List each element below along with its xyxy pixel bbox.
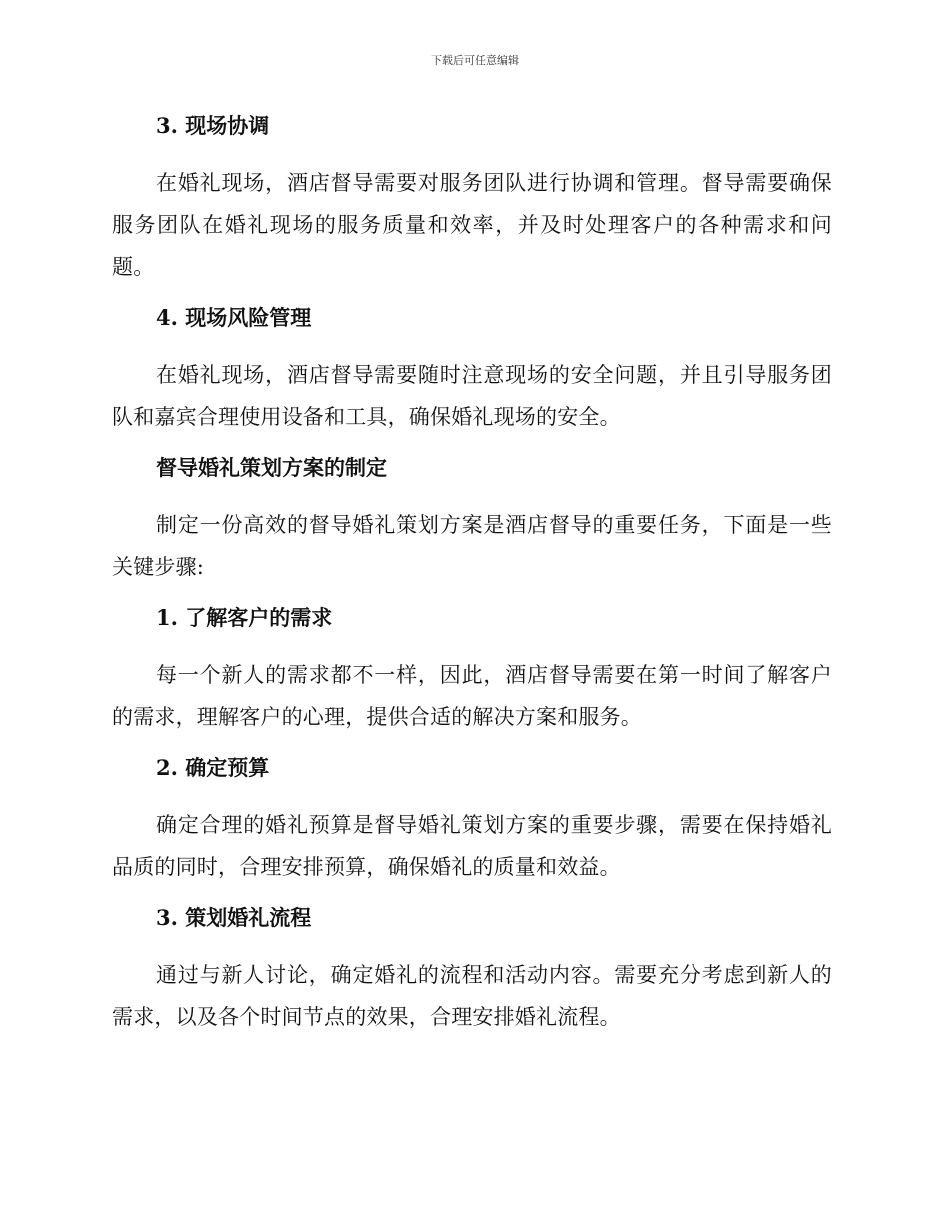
section-heading-budget: 2. 确定预算 [156,755,270,780]
paragraph-budget: 确定合理的婚礼预算是督导婚礼策划方案的重要步骤，需要在保持婚礼品质的同时，合理安排预算，确保婚礼的质量和效益。 [112,813,832,879]
paragraph-onsite-risk-management: 在婚礼现场，酒店督导需要随时注意现场的安全问题，并且引导服务团队和嘉宾合理使用设备和工具，确保婚礼现场的安全。 [112,363,832,429]
paragraph-understand-needs: 每一个新人的需求都不一样，因此，酒店督导需要在第一时间了解客户的需求，理解客户的心理，提供合适的解决方案和服务。 [112,663,832,729]
section-heading-plan-formulation: 督导婚礼策划方案的制定 [156,455,387,480]
section-heading-onsite-risk-management: 4. 现场风险管理 [156,305,312,330]
document-body [112,108,832,1050]
section-heading-understand-needs: 1. 了解客户的需求 [156,605,333,630]
paragraph-wedding-flow: 通过与新人讨论，确定婚礼的流程和活动内容。需要充分考虑到新人的需求，以及各个时间节点的效果，合理安排婚礼流程。 [112,963,832,1029]
paragraph-onsite-coordination: 在婚礼现场，酒店督导需要对服务团队进行协调和管理。督导需要确保服务团队在婚礼现场的服务质量和效率，并及时处理客户的各种需求和问题。 [112,171,832,279]
page-header: 下载后可任意编辑 [431,54,519,67]
paragraph-plan-formulation: 制定一份高效的督导婚礼策划方案是酒店督导的重要任务，下面是一些关键步骤: [112,513,832,579]
section-heading-wedding-flow: 3. 策划婚礼流程 [156,905,312,930]
section-heading-onsite-coordination: 3. 现场协调 [156,113,270,138]
